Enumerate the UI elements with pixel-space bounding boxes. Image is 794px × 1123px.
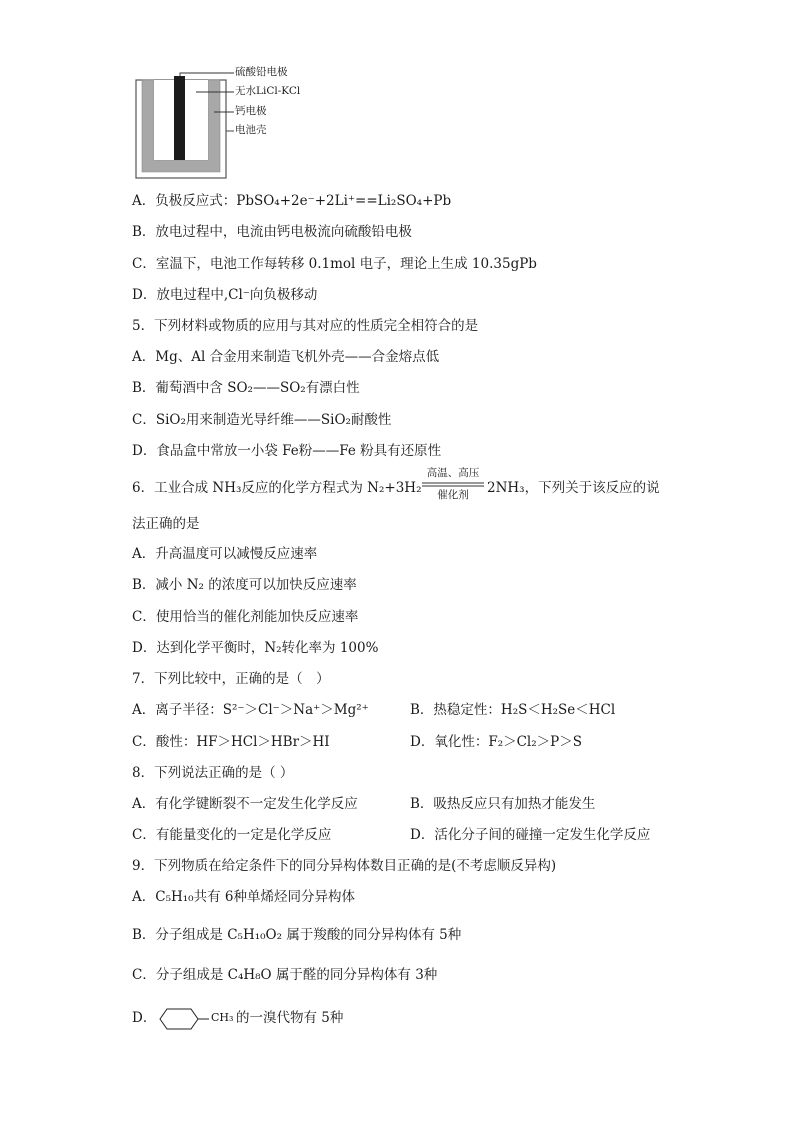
lead-sulfate-electrode	[174, 76, 185, 160]
q8-option-c: C．有能量变化的一定是化学反应	[132, 827, 332, 843]
label-calcium-electrode: 钙电极	[235, 105, 267, 117]
q4-option-b: B．放电过程中，电流由钙电极流向硫酸铅电极	[132, 224, 412, 240]
q8-option-d: D．活化分子间的碰撞一定发生化学反应	[410, 827, 651, 843]
q6-condition-top: 高温、高压	[426, 467, 480, 479]
q4-option-c: C．室温下，电池工作每转移 0.1mol 电子，理论上生成 10.35gPb	[132, 256, 537, 272]
q4-option-d: D．放电过程中,Cl⁻向负极移动	[132, 287, 318, 303]
q7-option-a: A．离子半径：S²⁻＞Cl⁻＞Na⁺＞Mg²⁺	[132, 702, 369, 718]
q4-option-a: A．负极反应式：PbSO₄+2e⁻+2Li⁺==Li₂SO₄+Pb	[132, 193, 452, 209]
q5-stem: 5．下列材料或物质的应用与其对应的性质完全相符合的是	[132, 318, 479, 334]
q5-option-b: B．葡萄酒中含 SO₂——SO₂有漂白性	[132, 380, 360, 396]
q6-stem-end: 2NH₃，下列关于该反应的说	[487, 480, 660, 496]
q8-option-a: A．有化学键断裂不一定发生化学反应	[132, 796, 358, 812]
q7-option-d: D．氧化性：F₂＞Cl₂＞P＞S	[410, 734, 582, 750]
q9-option-d-prefix: D．	[132, 1010, 157, 1026]
q7-option-b: B．热稳定性：H₂S＜H₂Se＜HCl	[410, 702, 616, 718]
cyclohexane-ring-icon	[158, 1006, 210, 1032]
q6-reaction-arrow	[420, 467, 486, 503]
q9-option-b: B．分子组成是 C₅H₁₀O₂ 属于羧酸的同分异构体有 5种	[132, 927, 462, 943]
battery-figure	[130, 60, 330, 186]
label-battery-shell: 电池壳	[235, 124, 267, 136]
q8-stem: 8．下列说法正确的是（ ）	[132, 765, 294, 781]
q7-stem: 7．下列比较中，正确的是（ ）	[132, 671, 330, 687]
q5-option-c: C．SiO₂用来制造光导纤维——SiO₂耐酸性	[132, 412, 392, 428]
q9-option-d-methyl: CH₃	[211, 1011, 234, 1024]
q6-stem-continued: 法正确的是	[132, 516, 200, 532]
q9-stem: 9．下列物质在给定条件下的同分异构体数目正确的是(不考虑顺反异构)	[132, 858, 557, 874]
q6-stem-start: 6．工业合成 NH₃反应的化学方程式为 N₂+3H₂	[132, 480, 422, 496]
q9-option-d-suffix: 的一溴代物有 5种	[236, 1010, 344, 1026]
q9-option-c: C．分子组成是 C₄H₈O 属于醛的同分异构体有 3种	[132, 967, 438, 983]
q6-option-b: B．减小 N₂ 的浓度可以加快反应速率	[132, 577, 357, 593]
q6-option-c: C．使用恰当的催化剂能加快反应速率	[132, 609, 359, 625]
label-electrolyte: 无水LiCl-KCl	[235, 85, 301, 97]
q7-option-c: C．酸性：HF＞HCl＞HBr＞HI	[132, 734, 330, 750]
q8-option-b: B．吸热反应只有加热才能发生	[410, 796, 596, 812]
q5-option-d: D．食品盒中常放一小袋 Fe粉——Fe 粉具有还原性	[132, 443, 442, 459]
label-lead-sulfate-electrode: 硫酸铅电极	[235, 66, 288, 78]
q9-option-a: A．C₅H₁₀共有 6种单烯烃同分异构体	[132, 889, 355, 905]
q6-option-d: D．达到化学平衡时，N₂转化率为 100%	[132, 640, 379, 656]
q6-option-a: A．升高温度可以减慢反应速率	[132, 546, 318, 562]
battery-diagram	[130, 60, 330, 182]
q6-condition-bottom: 催化剂	[437, 489, 469, 501]
q5-option-a: A．Mg、Al 合金用来制造飞机外壳——合金熔点低	[132, 349, 440, 365]
equilibrium-arrow-icon	[420, 481, 486, 489]
